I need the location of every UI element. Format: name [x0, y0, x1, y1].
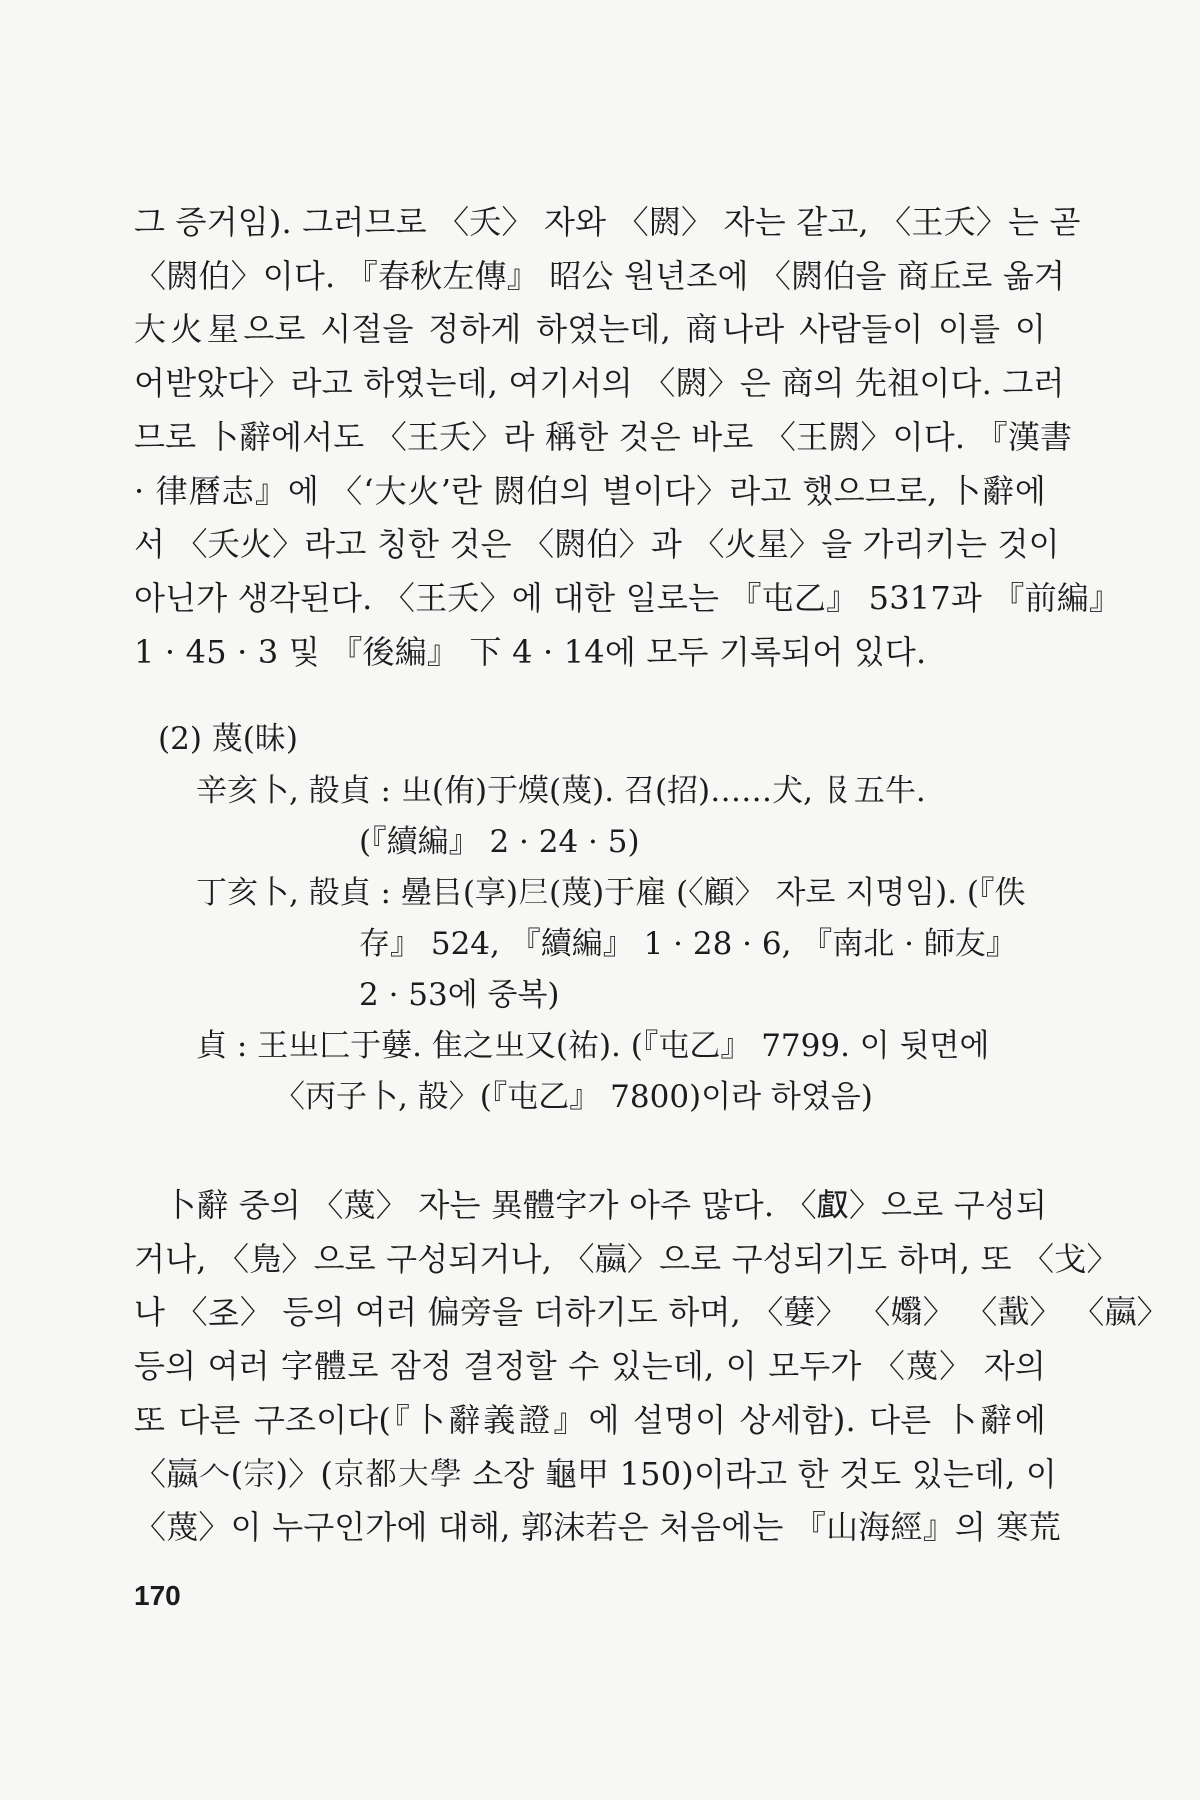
text-line: 아닌가 생각된다. 〈王夭〉에 대한 일로는 『屯乙』 5317과 『前編』	[134, 578, 1122, 617]
text-line: 므로 卜辭에서도 〈王夭〉라 稱한 것은 바로 〈王閼〉이다. 『漢書	[134, 417, 1073, 456]
text-line: 그 증거임). 그러므로 〈夭〉 자와 〈閼〉 자는 같고, 〈王夭〉는 곧	[134, 203, 1081, 241]
citation-line: 存』 524, 『續編』 1 · 28 · 6, 『南北 · 師友』	[359, 926, 1017, 962]
body-paragraph-2	[134, 1179, 1169, 1555]
page-number: 170	[134, 1580, 181, 1611]
text-line: 〈𡣍𠆢(宗)〉(京都大學 소장 龜甲 150)이라고 한 것도 있는데, 이	[134, 1454, 1057, 1493]
inscription-line: 辛亥卜, 㱿貞 : 㞢(侑)于㷬(蔑). 召(招)……犬, 𠬝五牛.	[196, 773, 926, 809]
text-line: 등의 여러 字體로 잠정 결정할 수 있는데, 이 모두가 〈蔑〉 자의	[134, 1347, 1046, 1386]
inscription-line: 貞 : 王㞢匚于㜸. 隹之㞢又(祐). (『屯乙』 7799. 이 뒷면에	[196, 1028, 990, 1064]
text-line: 1 · 45 · 3 및 『後編』 下 4 · 14에 모두 기록되어 있다.	[134, 632, 927, 671]
text-line: 〈閼伯〉이다. 『春秋左傳』 昭公 원년조에 〈閼伯을 商丘로 옮겨	[134, 256, 1066, 295]
section-heading: (2) 蔑(昧)	[158, 721, 298, 757]
citation-line: (『續編』 2 · 24 · 5)	[359, 824, 640, 860]
text-line: 〈蔑〉이 누구인가에 대해, 郭沫若은 처음에는 『山海經』의 寒荒	[134, 1508, 1061, 1547]
text-line: 또 다른 구조이다(『卜辭義證』에 설명이 상세함). 다른 卜辭에	[134, 1400, 1046, 1439]
body-paragraph-1	[134, 196, 1122, 679]
text-line: 서 〈夭火〉라고 칭한 것은 〈閼伯〉과 〈火星〉을 가리키는 것이	[134, 525, 1060, 564]
text-line: · 律曆志』에 〈‘大火’란 閼伯의 별이다〉라고 했으므로, 卜辭에	[134, 471, 1046, 510]
inscription-line: 丁亥卜, 㱿貞 : 㬪㠯(享)𡰥(蔑)于雇 (〈顧〉 자로 지명임). (『佚	[196, 875, 1026, 911]
text-line: 거나, 〈𠒎〉으로 구성되거나, 〈𡣍〉으로 구성되기도 하며, 또 〈戈〉	[134, 1239, 1119, 1278]
citation-line: 〈丙子卜, 㱿〉(『屯乙』 7800)이라 하였음)	[274, 1079, 873, 1115]
text-line: 大火星으로 시절을 정하게 하였는데, 商나라 사람들이 이를 이	[134, 310, 1046, 349]
citation-line: 2 · 53에 중복)	[359, 977, 560, 1013]
text-line: 卜辭 중의 〈蔑〉 자는 異體字가 아주 많다. 〈𠭯〉으로 구성되	[164, 1186, 1048, 1224]
text-line: 나 〈𢀖〉 등의 여러 偏旁을 더하기도 하며, 〈㜸〉 〈𡤖〉 〈𢧸〉 〈𡣍〉	[134, 1293, 1169, 1332]
text-line: 어받았다〉라고 하였는데, 여기서의 〈閼〉은 商의 先祖이다. 그러	[134, 364, 1065, 403]
